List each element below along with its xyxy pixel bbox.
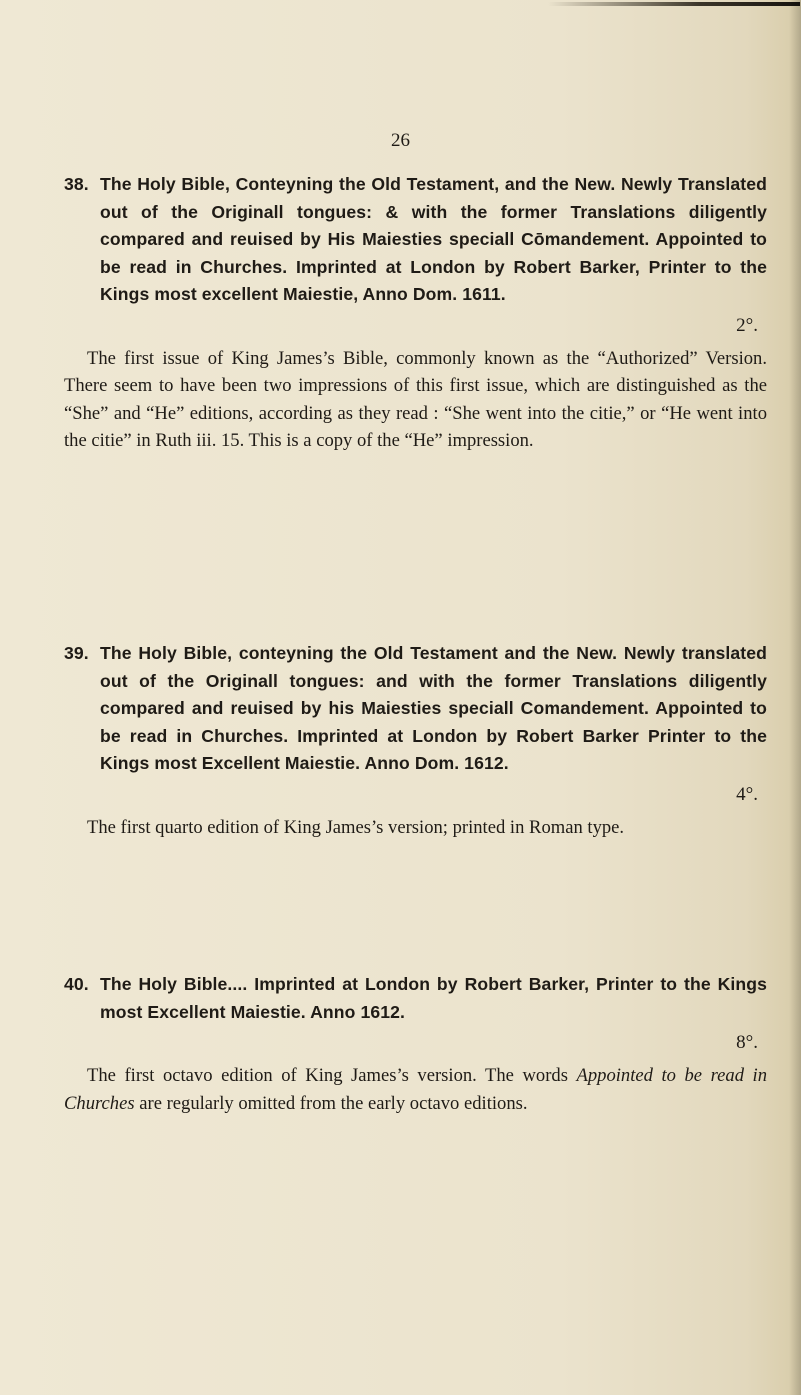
entry-format: 4°. [736,783,758,805]
entry-number: 38. [64,174,89,194]
entry-note: The first issue of King James’s Bible, commonly known as the “Authorized” Version. There seem to have been two impressions of this first issue, which are distinguished as the “She” and “He” editions, according as they read : “She went into the citie,” or “He went into the citie” in Ruth iii. 15. This is a copy of the “He” impression. [64,347,767,452]
entry-number: 40. [64,974,89,994]
entry-title: The Holy Bible, Conteyning the Old Testament, and the New. Newly Translated out of the Originall tongues: & with the former Translations diligently compared and reuised by His Maiesties speciall Cōmandement. Appointed to be read in Churches. Imprinted at London by Robert Barker, Printer to the Kings most excellent Maiestie, Anno Dom. 1611. [100,174,767,304]
entry-heading [64,171,767,309]
entry-heading [64,640,767,778]
entry-title: The Holy Bible.... Imprinted at London by Robert Barker, Printer to the Kings most Excellent Maiestie. Anno 1612. [100,974,767,1022]
note-suffix: are regularly omitted from the early octavo editions. [139,1092,528,1114]
scan-edge-rule [548,2,800,6]
page-edge-shadow [789,0,801,1395]
catalog-entry-39 [64,640,767,841]
entry-heading [64,971,767,1026]
entry-format: 2°. [736,314,758,336]
entry-title: The Holy Bible, conteyning the Old Testament and the New. Newly translated out of the Originall tongues: and with the former Translations diligently compared and reuised by his Maiesties speciall Comandement. Appointed to be read in Churches. Imprinted at London by Robert Barker Printer to the Kings most Excellent Maiestie. Anno Dom. 1612. [100,643,767,773]
note-italic-phrase: Appointed to be read in Churches [64,1065,768,1114]
catalog-entry-40 [64,971,767,1117]
entry-format: 8°. [736,1032,758,1053]
entry-number: 39. [64,643,89,663]
catalog-entry-38 [64,171,767,455]
entry-note [64,1062,767,1117]
entry-note: The first quarto edition of King James’s version; printed in Roman type. [87,816,625,838]
page-number: 26 [391,130,410,151]
note-prefix: The first octavo edition of King James’s version. The words [87,1065,568,1086]
